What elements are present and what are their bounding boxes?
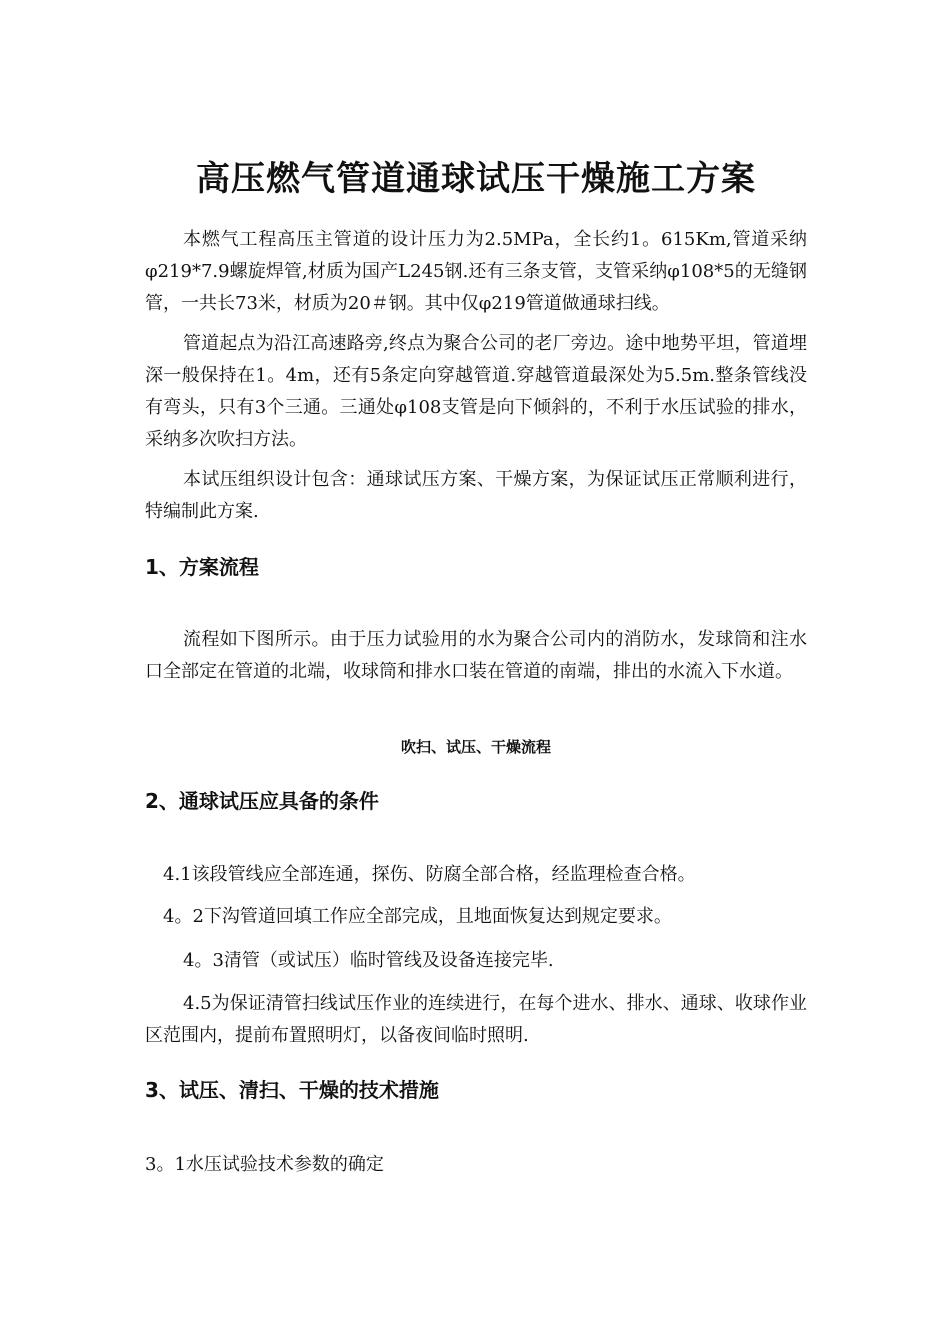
section-2-heading: 2、通球试压应具备的条件 bbox=[145, 789, 379, 813]
intro-paragraph-2: 管道起点为沿江高速路旁,终点为聚合公司的老厂旁边。途中地势平坦，管道埋深一般保持在1。4m，还有5条定向穿越管道.穿越管道最深处为5.5m.整条管线没有弯头，只有3个三通。三通处φ108支管是向下倾斜的，不利于水压试验的排水，采纳多次吹扫方法。 bbox=[145, 333, 807, 450]
condition-item-4-2: 4。2下沟管道回填工作应全部完成，且地面恢复达到规定要求。 bbox=[163, 906, 672, 927]
section-1-heading: 1、方案流程 bbox=[145, 555, 259, 579]
section-3-1-subheading: 3。1水压试验技术参数的确定 bbox=[145, 1154, 384, 1175]
condition-item-4-5: 4.5为保证清管扫线试压作业的连续进行，在每个进水、排水、通球、收球作业区范围内，提前布置照明灯，以备夜间临时照明. bbox=[145, 993, 807, 1046]
intro-paragraph-1: 本燃气工程高压主管道的设计压力为2.5MPa，全长约1。615Km,管道采纳φ219*7.9螺旋焊管,材质为国产L245钢.还有三条支管，支管采纳φ108*5的无缝钢管，一共长73米，材质为20＃钢。其中仅φ219管道做通球扫线。 bbox=[145, 229, 807, 314]
intro-paragraph-3: 本试压组织设计包含：通球试压方案、干燥方案，为保证试压正常顺利进行，特编制此方案. bbox=[145, 469, 807, 522]
section-3-heading: 3、试压、清扫、干燥的技术措施 bbox=[145, 1078, 439, 1102]
section-1-paragraph: 流程如下图所示。由于压力试验用的水为聚合公司内的消防水，发球筒和注水口全部定在管道的北端，收球筒和排水口装在管道的南端，排出的水流入下水道。 bbox=[145, 629, 807, 682]
condition-item-4-1: 4.1该段管线应全部连通，探伤、防腐全部合格，经监理检查合格。 bbox=[163, 864, 696, 885]
document-title: 高压燃气管道通球试压干燥施工方案 bbox=[196, 159, 756, 199]
flow-diagram-caption: 吹扫、试压、干燥流程 bbox=[400, 738, 551, 756]
document-page bbox=[145, 0, 807, 1344]
condition-item-4-3: 4。3清管（或试压）临时管线及设备连接完毕. bbox=[183, 950, 554, 971]
